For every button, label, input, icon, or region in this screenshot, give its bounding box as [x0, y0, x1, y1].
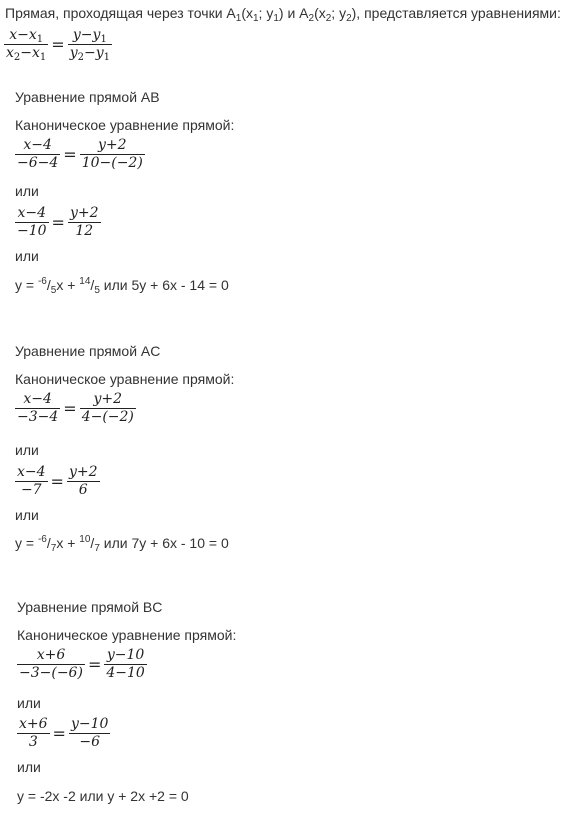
section-title-ac: Уравнение прямой AC: [15, 343, 161, 359]
simplified-equation-ab: $\frac{x-4}{-10}$ = $\frac{y+2}{12}$: [17, 205, 99, 239]
or-label: или: [17, 759, 41, 775]
or-label: или: [17, 695, 41, 711]
final-equation-ac: $y = ^{-6}/_7x + ^{10}/_7$ или 7y + 6x - 10 = 0: [15, 534, 229, 554]
canonical-label: Каноническое уравнение прямой:: [15, 371, 235, 387]
fraction: $\frac{x-4}{-7}$: [17, 464, 46, 498]
fraction: $\frac{y-y_1}{y_2-y_1}$: [69, 27, 111, 63]
fraction: $\frac{y-10}{4-10}$: [106, 647, 145, 681]
fraction: $\frac{x-x_1}{x_2-x_1}$: [6, 27, 47, 63]
or-label: или: [15, 442, 39, 458]
simplified-equation-bc: $\frac{x+6}{3}$ = $\frac{y-10}{-6}$: [19, 716, 109, 750]
section-title-bc: Уравнение прямой BC: [17, 599, 163, 615]
fraction: $\frac{y+2}{4-(-2)}$: [81, 391, 134, 425]
fraction: $\frac{x+6}{-3-(-6)}$: [19, 647, 83, 681]
canonical-label: Каноническое уравнение прямой:: [15, 117, 235, 133]
fraction: $\frac{y+2}{10-(-2)}$: [81, 137, 143, 171]
or-label: или: [15, 183, 39, 199]
fraction: $\frac{y+2}{6}$: [68, 464, 98, 498]
fraction: $\frac{x-4}{-6-4}$: [17, 137, 59, 171]
final-equation-ab: $y = ^{-6}/_5x + ^{14}/_5$ или 5y + 6x - 14 = 0: [15, 276, 229, 296]
fraction: $\frac{x-4}{-10}$: [17, 205, 47, 239]
fraction: $\frac{x-4}{-3-4}$: [17, 391, 59, 425]
general-line-equation: $\frac{x-x_1}{x_2-x_1}$ = $\frac{y-y_1}{y_2-y_1}$: [6, 27, 111, 63]
canonical-equation-ac: $\frac{x-4}{-3-4}$ = $\frac{y+2}{4-(-2)}$: [17, 391, 134, 425]
canonical-equation-bc: $\frac{x+6}{-3-(-6)}$ = $\frac{y-10}{4-10}$: [19, 647, 145, 681]
section-title-ab: Уравнение прямой AB: [15, 89, 160, 105]
or-label: или: [15, 507, 39, 523]
canonical-equation-ab: $\frac{x-4}{-6-4}$ = $\frac{y+2}{10-(-2)}$: [17, 137, 143, 171]
intro-text: Прямая, проходящая через точки $A_1(x_1$; $y_1$) и $A_2(x_2$; $y_2$), представляется уравнениями:: [5, 5, 561, 24]
simplified-equation-ac: $\frac{x-4}{-7}$ = $\frac{y+2}{6}$: [17, 464, 98, 498]
final-equation-bc: y = -2x -2 или y + 2x +2 = 0: [17, 788, 189, 804]
fraction: $\frac{y-10}{-6}$: [70, 716, 109, 750]
fraction: $\frac{y+2}{12}$: [69, 205, 99, 239]
or-label: или: [15, 248, 39, 264]
fraction: $\frac{x+6}{3}$: [19, 716, 48, 750]
canonical-label: Каноническое уравнение прямой:: [17, 627, 237, 643]
